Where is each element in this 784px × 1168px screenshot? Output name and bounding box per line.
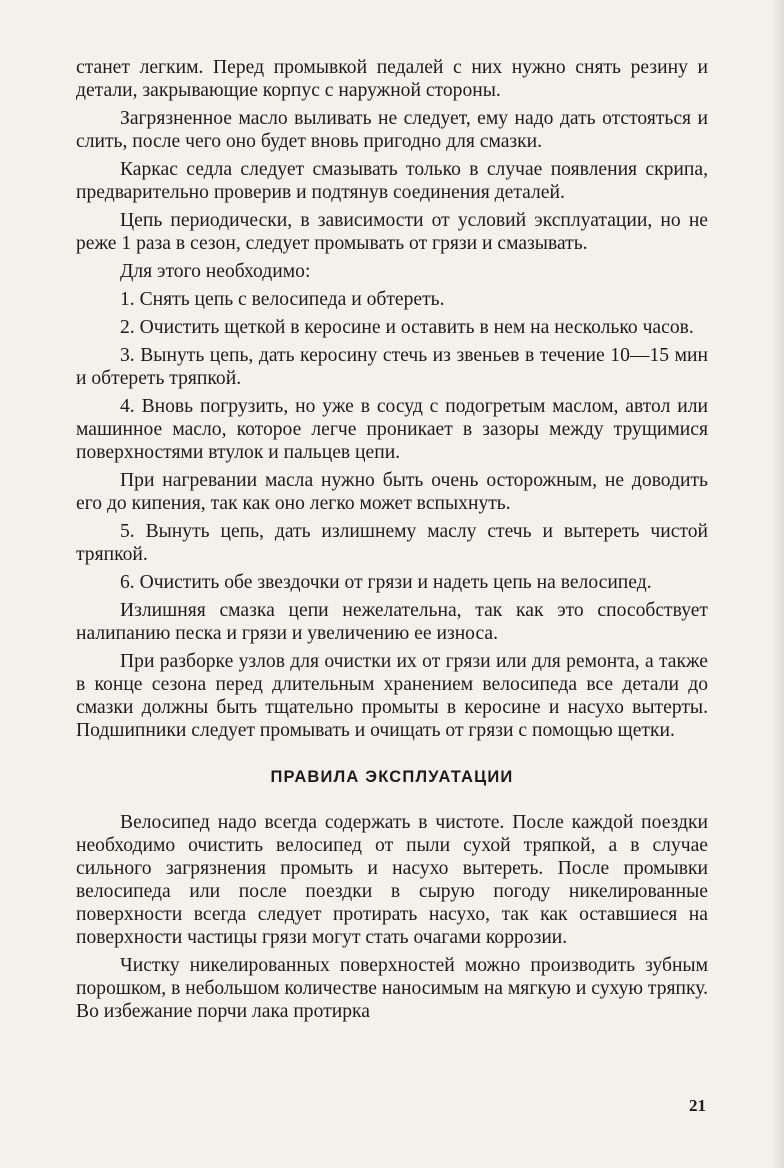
paragraph: При разборке узлов для очистки их от грязи или для ремонта, а также в конце сезона перед длительным хранением велосипеда все детали до смазки должны быть тщательно промыты в керосине и насухо вытерты. Подшипники следует промывать и очищать от грязи с помощью щетки. — [76, 651, 708, 741]
page-text — [76, 56, 708, 1023]
paragraph: При нагревании масла нужно быть очень осторожным, не доводить его до кипения, так как оно легко может вспыхнуть. — [76, 470, 708, 514]
bottom-paragraphs — [76, 811, 708, 1023]
top-paragraphs — [76, 56, 708, 742]
paragraph: Каркас седла следует смазывать только в случае появления скрипа, предварительно проверив и подтянув соединения деталей. — [76, 159, 708, 203]
paragraph: 1. Снять цепь с велосипеда и обтереть. — [120, 289, 445, 310]
paragraph: Загрязненное масло выливать не следует, ему надо дать отстояться и слить, после чего оно будет вновь пригодно для смазки. — [76, 108, 708, 152]
page-edge-shadow — [770, 0, 784, 1168]
paragraph: Для этого необходимо: — [120, 261, 311, 282]
paragraph: 6. Очистить обе звездочки от грязи и надеть цепь на велосипед. — [120, 572, 652, 593]
paragraph: станет легким. Перед промывкой педалей с них нужно снять резину и детали, закрывающие корпус с наружной стороны. — [76, 57, 708, 101]
paragraph: Чистку никелированных поверхностей можно производить зубным порошком, в небольшом количестве наносимым на мягкую и сухую тряпку. Во избежание порчи лака протирка — [76, 955, 709, 1022]
paragraph: Велосипед надо всегда содержать в чистоте. После каждой поездки необходимо очистить велосипед от пыли сухой тряпкой, а в случае сильного загрязнения промыть и насухо вытереть. После промывки велосипеда или после поездки в сырую погоду никелированные поверхности всегда следует протирать насухо, так как оставшиеся на поверхности частицы грязи могут стать очагами коррозии. — [76, 812, 708, 948]
section-heading: ПРАВИЛА ЭКСПЛУАТАЦИИ — [270, 768, 514, 786]
paragraph: Цепь периодически, в зависимости от условий эксплуатации, но не реже 1 раза в сезон, следует промывать от грязи и смазывать. — [76, 210, 708, 254]
paragraph: Излишняя смазка цепи нежелательна, так как это способствует налипанию песка и грязи и увеличению ее износа. — [76, 600, 708, 644]
paragraph: 4. Вновь погрузить, но уже в сосуд с подогретым маслом, автол или машинное масло, которое легче проникает в зазоры между трущимися поверхностями втулок и пальцев цепи. — [76, 396, 708, 463]
paragraph: 3. Вынуть цепь, дать керосину стечь из звеньев в течение 10—15 мин и обтереть тряпкой. — [76, 345, 708, 389]
paragraph: 5. Вынуть цепь, дать излишнему маслу стечь и вытереть чистой тряпкой. — [76, 521, 708, 565]
paragraph: 2. Очистить щеткой в керосине и оставить в нем на несколько часов. — [120, 317, 694, 338]
page-number: 21 — [689, 1096, 706, 1115]
